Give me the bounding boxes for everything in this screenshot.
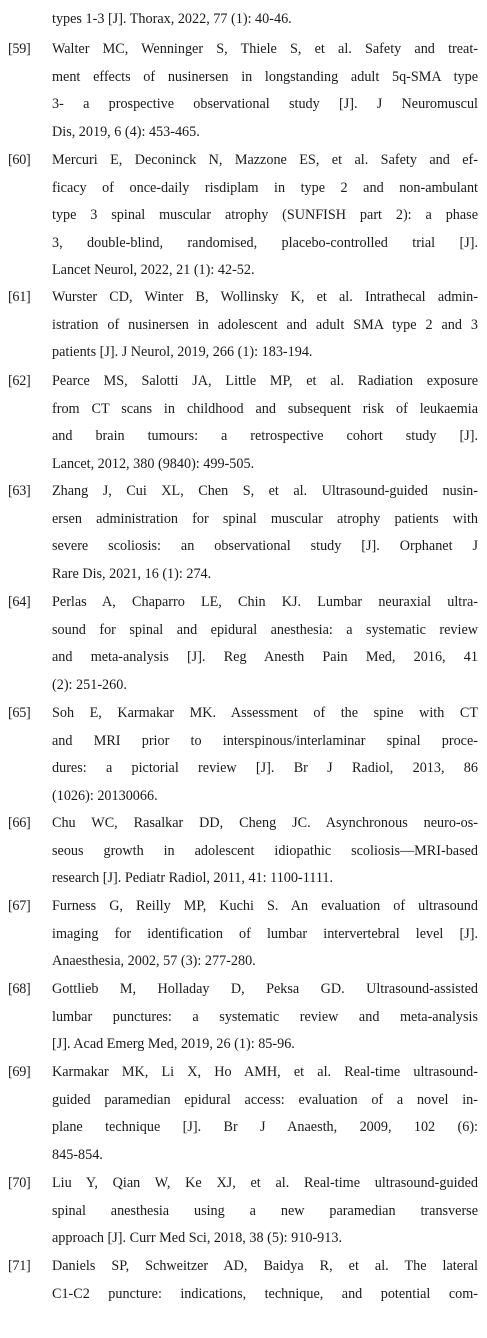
reference-text-line: Mercuri E, Deconinck N, Mazzone ES, et al. Safety and ef- [52,152,478,168]
reference-number: [63] [8,483,31,499]
reference-text-line: and brain tumours: a retrospective cohort study [J]. [52,428,478,445]
reference-text-line: 3- a prospective observational study [J]. J Neuromuscul [52,96,478,113]
reference-number: [68] [8,981,31,997]
reference-number: [64] [8,594,31,610]
reference-text-line: severe scoliosis: an observational study [J]. Orphanet J [52,538,478,555]
reference-number: [67] [8,898,31,914]
reference-text-line: istration of nusinersen in adolescent and adult SMA type 2 and 3 [52,316,478,333]
reference-number: [66] [8,815,31,831]
reference-text-line: Karmakar MK, Li X, Ho AMH, et al. Real-time ultrasound- [52,1064,478,1080]
reference-text-line: type 3 spinal muscular atrophy (SUNFISH part 2): a phase [52,207,478,224]
reference-text-line: Pearce MS, Salotti JA, Little MP, et al. Radiation exposure [52,373,478,389]
reference-text-line: Furness G, Reilly MP, Kuchi S. An evaluation of ultrasound [52,898,478,914]
reference-text-line: Walter MC, Wenninger S, Thiele S, et al. Safety and treat- [52,41,478,57]
reference-text-line: 845-854. [52,1146,103,1163]
reference-text-line: ficacy of once-daily risdiplam in type 2 and non-ambulant [52,179,478,196]
reference-text-line: Liu Y, Qian W, Ke XJ, et al. Real-time ultrasound-guided [52,1175,478,1191]
reference-number: [60] [8,152,31,168]
reference-text-line: Daniels SP, Schweitzer AD, Baidya R, et al. The lateral [52,1258,478,1274]
reference-text-line: and meta-analysis [J]. Reg Anesth Pain Med, 2016, 41 [52,649,478,666]
reference-number: [69] [8,1064,31,1080]
reference-text-line: Wurster CD, Winter B, Wollinsky K, et al. Intrathecal admin- [52,289,478,305]
reference-text-line: approach [J]. Curr Med Sci, 2018, 38 (5): 910-913. [52,1230,342,1247]
reference-text-line: plane technique [J]. Br J Anaesth, 2009, 102 (6): [52,1119,478,1136]
reference-text-line: ment effects of nusinersen in longstanding adult 5q-SMA type [52,68,478,85]
reference-text-line: C1-C2 puncture: indications, technique, and potential com- [52,1285,478,1302]
reference-number: [61] [8,289,31,305]
reference-text-line: Zhang J, Cui XL, Chen S, et al. Ultrasound-guided nusin- [52,483,478,499]
reference-number: [65] [8,705,31,721]
reference-text-line: (2): 251-260. [52,676,127,693]
reference-text-line: Rare Dis, 2021, 16 (1): 274. [52,565,212,582]
reference-text-line: guided paramedian epidural access: evaluation of a novel in- [52,1091,478,1108]
reference-text-line: ersen administration for spinal muscular atrophy patients with [52,510,478,527]
reference-text-line: Soh E, Karmakar MK. Assessment of the spine with CT [52,705,478,721]
reference-text-line: Dis, 2019, 6 (4): 453-465. [52,123,200,140]
reference-text-line: and MRI prior to interspinous/interlaminar spinal proce- [52,732,478,749]
reference-text-line: research [J]. Pediatr Radiol, 2011, 41: 1100-1111. [52,870,334,887]
reference-text-line: Lancet Neurol, 2022, 21 (1): 42-52. [52,262,255,279]
reference-text-line: from CT scans in childhood and subsequent risk of leukaemia [52,400,478,417]
reference-text-line: spinal anesthesia using a new paramedian transverse [52,1202,478,1219]
reference-number: [70] [8,1175,31,1191]
reference-text-line: [J]. Acad Emerg Med, 2019, 26 (1): 85-96. [52,1036,295,1053]
reference-text-line: dures: a pictorial review [J]. Br J Radiol, 2013, 86 [52,760,478,777]
reference-text-line: Lancet, 2012, 380 (9840): 499-505. [52,455,255,472]
reference-number: [71] [8,1258,31,1274]
reference-text-line: Anaesthesia, 2002, 57 (3): 277-280. [52,953,256,970]
reference-text-line: imaging for identification of lumbar intervertebral level [J]. [52,925,478,942]
reference-text-line: patients [J]. J Neurol, 2019, 266 (1): 183-194. [52,344,313,361]
reference-number: [59] [8,41,31,57]
reference-text-line: seous growth in adolescent idiopathic scoliosis—MRI-based [52,842,478,859]
reference-text-line: Chu WC, Rasalkar DD, Cheng JC. Asynchronous neuro-os- [52,815,478,831]
reference-text-line: (1026): 20130066. [52,787,158,804]
reference-text-line: Gottlieb M, Holladay D, Peksa GD. Ultrasound-assisted [52,981,478,997]
reference-number: [62] [8,373,31,389]
reference-text-line: sound for spinal and epidural anesthesia: a systematic review [52,621,478,638]
reference-text-line: Perlas A, Chaparro LE, Chin KJ. Lumbar neuraxial ultra- [52,594,478,610]
reference-text-line: lumbar punctures: a systematic review and meta-analysis [52,1008,478,1025]
reference-text-line: types 1-3 [J]. Thorax, 2022, 77 (1): 40-46. [52,11,292,27]
reference-text-line: 3, double-blind, randomised, placebo-controlled trial [J]. [52,234,478,251]
